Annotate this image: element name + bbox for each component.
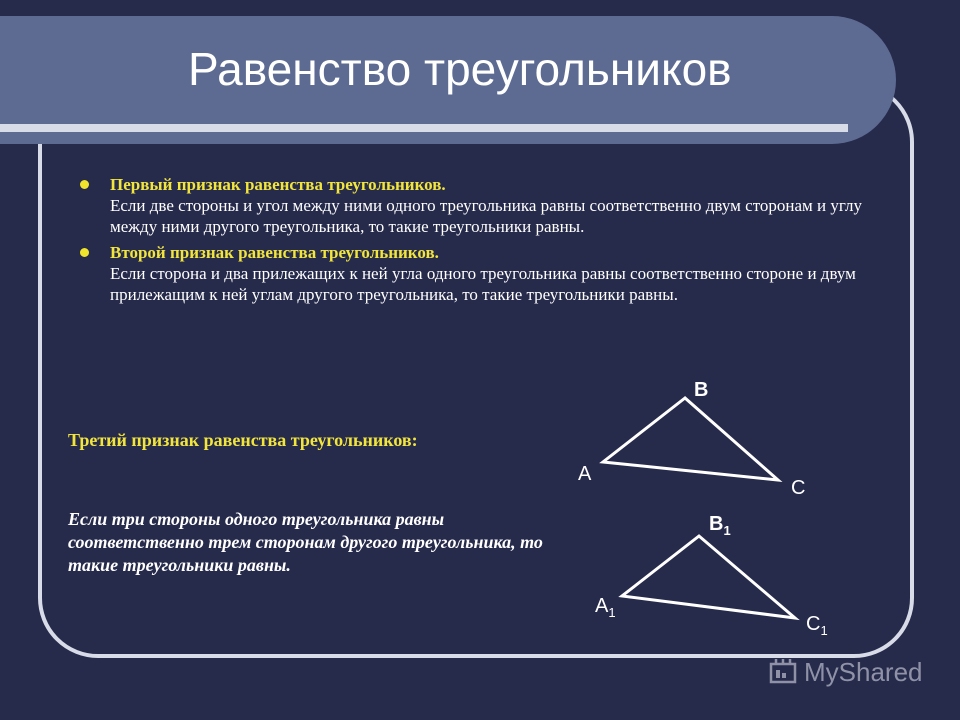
bullet-heading: Второй признак равенства треугольников. bbox=[110, 243, 439, 262]
watermark-text: MyShared bbox=[804, 657, 923, 687]
vertex-label-c: C bbox=[791, 477, 806, 499]
vertex-label-b1: $B_1$ bbox=[709, 513, 731, 538]
bullet-text: Если сторона и два прилежащих к ней угла одного треугольника равны соответственно стороне и двум прилежащим к ней углам другого треугольника, то такие треугольники равны. bbox=[110, 264, 856, 304]
vertex-label-a1: $A_1$ bbox=[595, 595, 616, 620]
watermark bbox=[768, 656, 923, 688]
vertex-label-b: B bbox=[694, 379, 709, 401]
vertex-label-a: A bbox=[578, 463, 592, 485]
triangle-a1b1c1 bbox=[622, 536, 795, 618]
slide-title: Равенство треугольников bbox=[188, 43, 732, 95]
vertex-label-c1: $C_1$ bbox=[806, 613, 828, 638]
bullet-heading: Первый признак равенства треугольников. bbox=[110, 175, 446, 194]
myshared-logo-icon bbox=[768, 656, 798, 686]
bullet-text: Если две стороны и угол между ними одного треугольника равны соответственно двум сторонам и углу между ними другого треугольника, то такие треугольники равны. bbox=[110, 196, 862, 236]
third-criterion-heading: Третий признак равенства треугольников: bbox=[68, 430, 418, 450]
third-criterion-text: Если три стороны одного треугольника равны соответственно трем сторонам другого треугольника, то такие треугольники равны. bbox=[68, 509, 543, 575]
triangle-abc bbox=[603, 398, 778, 480]
